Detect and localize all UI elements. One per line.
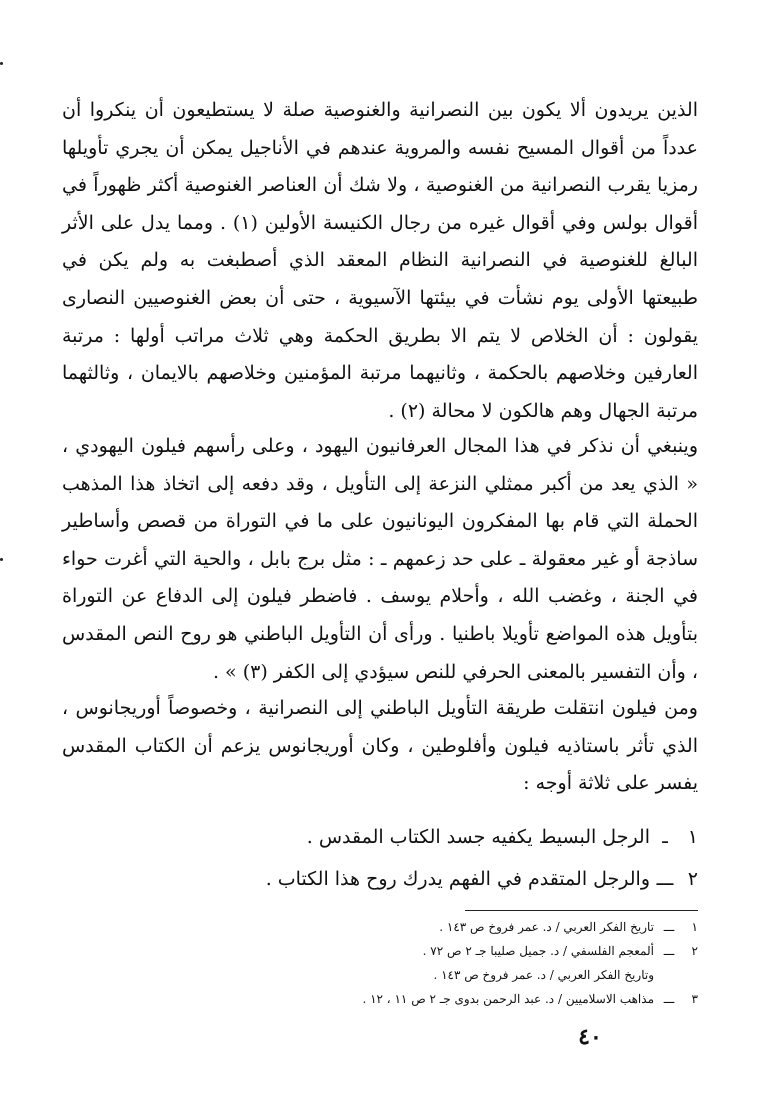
footnote [300, 987, 698, 1011]
list-item-text: الرجل البسيط يكفيه جسد الكتاب المقدس . [306, 826, 650, 848]
page-number: ٤٠ [578, 1024, 602, 1050]
footnote-text: مذاهب الاسلاميين / د. عبد الرحمن بدوى جـ ٢ ص ١١ ، ١٢ . [362, 992, 654, 1006]
numbered-list [62, 816, 698, 900]
paragraph-text: وينبغي أن نذكر في هذا المجال العرفانيون اليهود ، وعلى رأسهم فيلون اليهودي ، « الذي يعد من أكبر ممثلي النزعة إلى التأويل ، وقد دفعه إلى اتخاذ هذا المذهب الحملة التي قام بها المفكرون اليونانيون على ما في التوراة من قصص وأساطير ساذجة أو غير معقولة ـ على حد زعمهم ـ : مثل برج بابل ، والحية التي أغرت حواء في الجنة ، وغضب الله ، وأحلام يوسف . فاضطر فيلون إلى الدفاع عن التوراة بتأويل هذه المواضع تأويلا باطنيا . ورأى أن التأويل الباطني هو روح النص المقدس ، وأن التفسير بالمعنى الحرفي للنص سيؤدي إلى الكفر (٣) » . [62, 435, 698, 683]
list-item-number: ١ [687, 826, 698, 848]
footnote-dash: ـــ [663, 920, 675, 934]
list-item [62, 858, 698, 900]
footnote-separator [465, 910, 698, 911]
list-item-dash: ـــ [656, 868, 674, 890]
paragraph-text: الذين يريدون ألا يكون بين النصرانية والغنوصية صلة لا يستطيعون أن ينكروا أن عدداً من أقوال المسيح نفسه والمروية عندهم في الأناجيل يمكن أن يجري تأويلها رمزيا يقرب النصرانية من الغنوصية ، ولا شك أن العناصر الغنوصية أكثر ظهوراً في أقوال بولس وفي أقوال غيره من رجال الكنيسة الأولين (١) . ومما يدل على الأثر البالغ للغنوصية في النصرانية النظام المعقد الذي أصطبغت به ولم يكن في طبيعتها الأولى يوم نشأت في بيئتها الآسيوية ، حتى أن بعض الغنوصيين النصارى يقولون : أن الخلاص لا يتم الا بطريق الحكمة وهي ثلاث مراتب أولها : مرتبة العارفين وخلاصهم بالحكمة ، وثانيهما مرتبة المؤمنين وخلاصهم بالايمان ، وثالثهما مرتبة الجهال وهم هالكون لا محالة (٢) . [62, 99, 698, 422]
paragraph-1 [62, 92, 698, 430]
footnote-number: ٣ [691, 992, 698, 1006]
footnote-continuation [300, 963, 698, 987]
paragraph-3 [62, 690, 698, 803]
footnote-text: تاريخ الفكر العربي / د. عمر فروخ ص ١٤٣ . [439, 920, 654, 934]
list-item [62, 816, 698, 858]
paragraph-2 [62, 428, 698, 691]
list-item-text: والرجل المتقدم في الفهم يدرك روح هذا الكتاب . [265, 868, 650, 890]
list-item-number: ٢ [687, 868, 698, 890]
footnote [300, 915, 698, 939]
footnote-number: ٢ [691, 944, 698, 958]
scan-edge-mark [0, 558, 3, 561]
footnote-dash: ـــ [663, 992, 675, 1006]
footnote-text: ألمعجم الفلسفي / د. جميل صليبا جـ ٢ ص ٧٢ . [422, 944, 654, 958]
footnote-dash: ـــ [663, 944, 675, 958]
scan-edge-mark [0, 62, 3, 65]
list-item-dash: ـ [662, 826, 668, 848]
footnote-text: وتاريخ الفكر العربي / د. عمر فروخ ص ١٤٣ . [433, 968, 654, 982]
paragraph-text: ومن فيلون انتقلت طريقة التأويل الباطني إلى النصرانية ، وخصوصاً أوريجانوس ، الذي تأثر باستاذيه فيلون وأفلوطين ، وكان أوريجانوس يزعم أن الكتاب المقدس يفسر على ثلاثة أوجه : [62, 697, 698, 795]
footnotes [300, 915, 698, 1011]
footnote [300, 939, 698, 963]
footnote-number: ١ [691, 920, 698, 934]
